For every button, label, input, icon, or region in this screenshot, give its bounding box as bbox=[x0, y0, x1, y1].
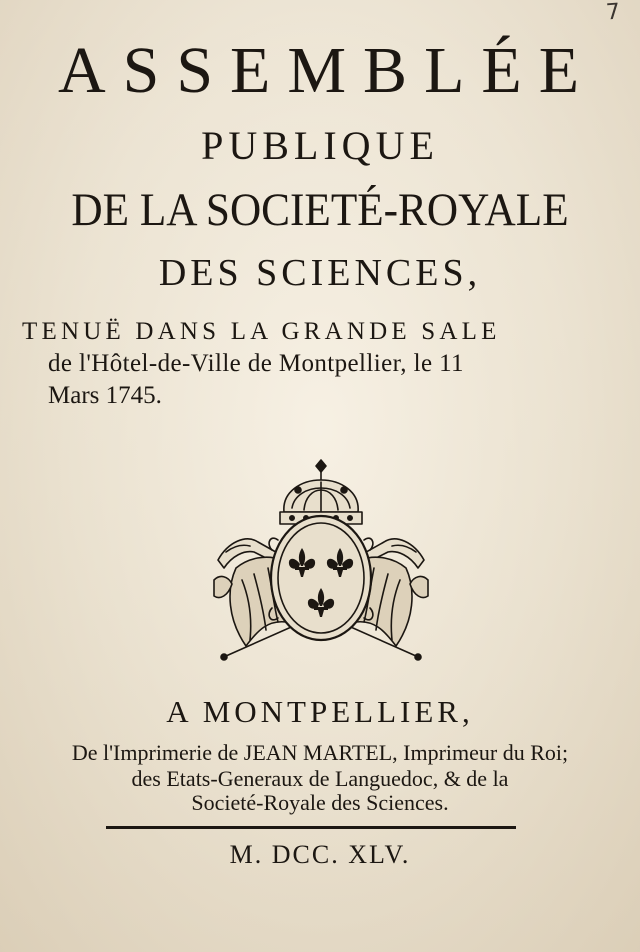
session-description bbox=[22, 316, 614, 412]
imprint-etats: des Etats-Generaux de Languedoc, & de la bbox=[131, 766, 509, 791]
session-line-3: Mars 1745. bbox=[48, 382, 162, 409]
horizontal-rule bbox=[106, 826, 516, 829]
folio-number: 7 bbox=[605, 0, 621, 26]
publication-year: M. DCC. XLV. bbox=[229, 840, 411, 869]
imprint-societe: Societé-Royale des Sciences. bbox=[191, 790, 449, 815]
title-des-sciences: DES SCIENCES, bbox=[158, 252, 482, 294]
title-assemblee: ASSEMBLÉE bbox=[57, 34, 597, 107]
royal-coat-of-arms-icon bbox=[206, 450, 436, 670]
imprint-city: A MONTPELLIER, bbox=[166, 694, 474, 729]
title-publique: PUBLIQUE bbox=[201, 123, 439, 168]
imprint-printer: De l'Imprimerie de JEAN MARTEL, Imprimeur du Roi; bbox=[71, 740, 569, 765]
title-societe-royale: DE LA SOCIETÉ-ROYALE bbox=[71, 184, 569, 236]
session-line-1: TENUË DANS LA GRANDE SALE bbox=[22, 318, 501, 345]
session-line-2: de l'Hôtel-de-Ville de Montpellier, le 11 bbox=[48, 350, 464, 377]
